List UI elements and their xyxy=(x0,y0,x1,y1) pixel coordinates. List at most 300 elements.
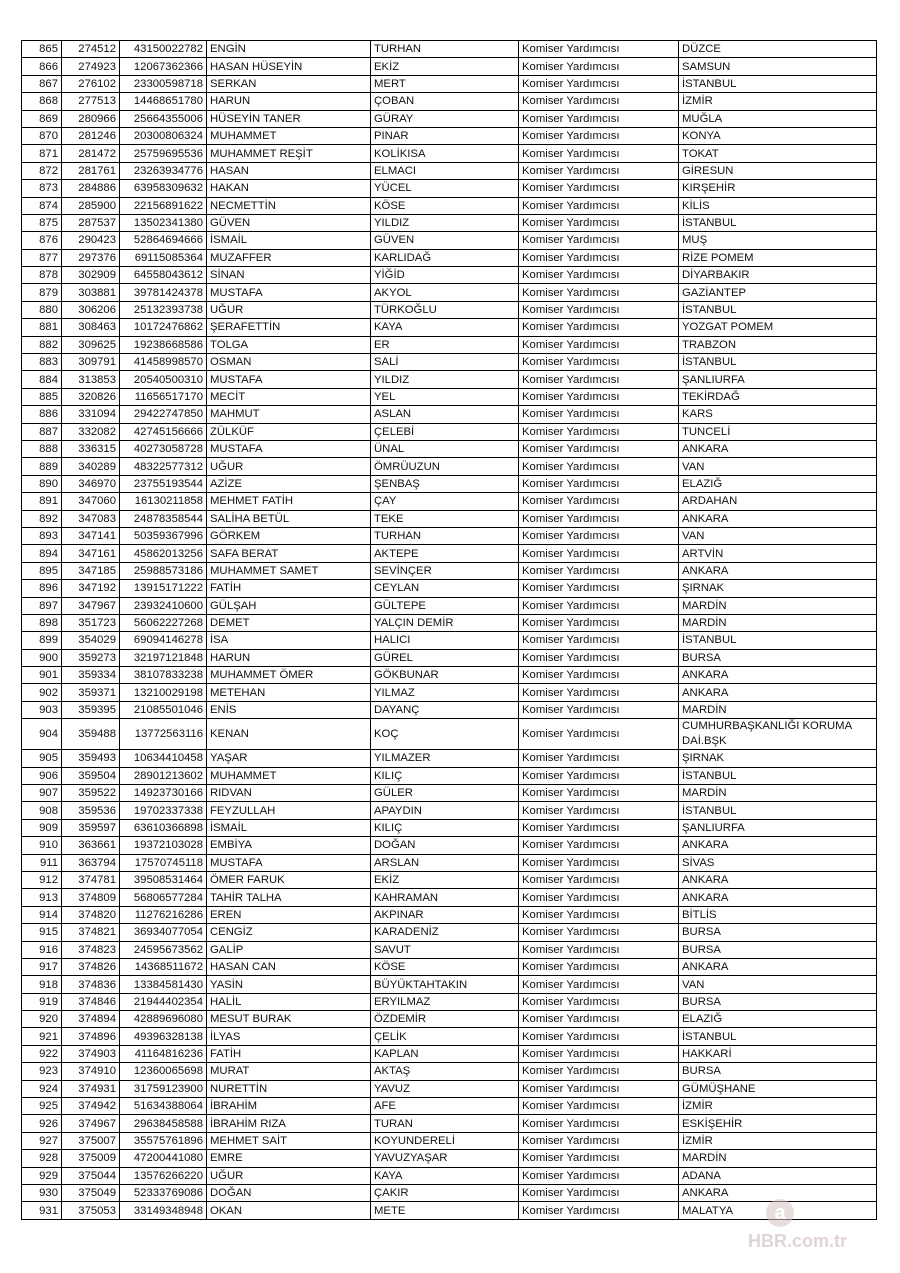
first-name-cell: İBRAHİM RIZA xyxy=(207,1115,371,1132)
row-number-cell: 897 xyxy=(22,597,62,614)
last-name-cell: YAVUZYAŞAR xyxy=(371,1150,519,1167)
city-cell: ANKARA xyxy=(679,440,877,457)
id-number-cell: 20540500310 xyxy=(120,371,207,388)
table-row xyxy=(22,110,877,127)
row-number-cell: 878 xyxy=(22,267,62,284)
rank-cell: Komiser Yardımcısı xyxy=(519,906,679,923)
row-number-cell: 908 xyxy=(22,802,62,819)
rank-cell: Komiser Yardımcısı xyxy=(519,267,679,284)
row-number-cell: 891 xyxy=(22,493,62,510)
row-number-cell: 889 xyxy=(22,458,62,475)
city-cell: TOKAT xyxy=(679,145,877,162)
last-name-cell: YÜCEL xyxy=(371,180,519,197)
first-name-cell: OKAN xyxy=(207,1202,371,1219)
id-number-cell: 20300806324 xyxy=(120,127,207,144)
last-name-cell: GÜREL xyxy=(371,649,519,666)
id-number-cell: 13915171222 xyxy=(120,580,207,597)
first-name-cell: OSMAN xyxy=(207,354,371,371)
row-number-cell: 911 xyxy=(22,854,62,871)
row-number-cell: 869 xyxy=(22,110,62,127)
last-name-cell: KÖSE xyxy=(371,197,519,214)
table-row xyxy=(22,1028,877,1045)
table-row xyxy=(22,767,877,784)
registry-number-cell: 280966 xyxy=(62,110,120,127)
rank-cell: Komiser Yardımcısı xyxy=(519,371,679,388)
city-cell: ANKARA xyxy=(679,1185,877,1202)
rank-cell: Komiser Yardımcısı xyxy=(519,41,679,58)
id-number-cell: 25988573186 xyxy=(120,562,207,579)
id-number-cell: 21085501046 xyxy=(120,701,207,718)
row-number-cell: 916 xyxy=(22,941,62,958)
last-name-cell: EKİZ xyxy=(371,871,519,888)
document-page xyxy=(21,40,876,1220)
last-name-cell: DOĞAN xyxy=(371,837,519,854)
id-number-cell: 41164816236 xyxy=(120,1045,207,1062)
id-number-cell: 16130211858 xyxy=(120,493,207,510)
registry-number-cell: 374910 xyxy=(62,1063,120,1080)
id-number-cell: 52864694666 xyxy=(120,232,207,249)
rank-cell: Komiser Yardımcısı xyxy=(519,1132,679,1149)
city-cell: ANKARA xyxy=(679,837,877,854)
id-number-cell: 28901213602 xyxy=(120,767,207,784)
id-number-cell: 23263934776 xyxy=(120,162,207,179)
first-name-cell: İSMAİL xyxy=(207,232,371,249)
row-number-cell: 867 xyxy=(22,75,62,92)
table-row xyxy=(22,667,877,684)
first-name-cell: HÜSEYİN TANER xyxy=(207,110,371,127)
registry-number-cell: 359371 xyxy=(62,684,120,701)
rank-cell: Komiser Yardımcısı xyxy=(519,354,679,371)
row-number-cell: 927 xyxy=(22,1132,62,1149)
registry-number-cell: 354029 xyxy=(62,632,120,649)
table-row xyxy=(22,1115,877,1132)
registry-number-cell: 359273 xyxy=(62,649,120,666)
registry-number-cell: 359395 xyxy=(62,701,120,718)
first-name-cell: MUSTAFA xyxy=(207,854,371,871)
row-number-cell: 890 xyxy=(22,475,62,492)
rank-cell: Komiser Yardımcısı xyxy=(519,802,679,819)
first-name-cell: NECMETTİN xyxy=(207,197,371,214)
last-name-cell: YILDIZ xyxy=(371,371,519,388)
first-name-cell: TAHİR TALHA xyxy=(207,889,371,906)
id-number-cell: 10634410458 xyxy=(120,750,207,767)
last-name-cell: KAHRAMAN xyxy=(371,889,519,906)
last-name-cell: KARADENİZ xyxy=(371,924,519,941)
city-cell: İSTANBUL xyxy=(679,301,877,318)
rank-cell: Komiser Yardımcısı xyxy=(519,1028,679,1045)
rank-cell: Komiser Yardımcısı xyxy=(519,1098,679,1115)
row-number-cell: 875 xyxy=(22,214,62,231)
first-name-cell: MUHAMMET xyxy=(207,127,371,144)
city-cell: ANKARA xyxy=(679,871,877,888)
table-row xyxy=(22,1132,877,1149)
id-number-cell: 14368511672 xyxy=(120,958,207,975)
last-name-cell: ERYILMAZ xyxy=(371,993,519,1010)
rank-cell: Komiser Yardımcısı xyxy=(519,301,679,318)
row-number-cell: 902 xyxy=(22,684,62,701)
last-name-cell: GÖKBUNAR xyxy=(371,667,519,684)
last-name-cell: GÜLTEPE xyxy=(371,597,519,614)
last-name-cell: ÇELİK xyxy=(371,1028,519,1045)
id-number-cell: 22156891622 xyxy=(120,197,207,214)
first-name-cell: HARUN xyxy=(207,93,371,110)
city-cell: ŞANLIURFA xyxy=(679,819,877,836)
first-name-cell: İSMAİL xyxy=(207,819,371,836)
row-number-cell: 901 xyxy=(22,667,62,684)
rank-cell: Komiser Yardımcısı xyxy=(519,993,679,1010)
city-cell: GÜMÜŞHANE xyxy=(679,1080,877,1097)
city-cell: ARTVİN xyxy=(679,545,877,562)
id-number-cell: 11656517170 xyxy=(120,388,207,405)
table-row xyxy=(22,336,877,353)
row-number-cell: 876 xyxy=(22,232,62,249)
rank-cell: Komiser Yardımcısı xyxy=(519,388,679,405)
city-cell: BURSA xyxy=(679,993,877,1010)
registry-number-cell: 359522 xyxy=(62,785,120,802)
first-name-cell: HASAN xyxy=(207,162,371,179)
city-cell: CUMHURBAŞKANLIĞI KORUMA DAİ.BŞK xyxy=(679,719,877,750)
row-number-cell: 881 xyxy=(22,319,62,336)
first-name-cell: ZÜLKÜF xyxy=(207,423,371,440)
table-row xyxy=(22,701,877,718)
watermark-text: HBR.com.tr xyxy=(748,1231,848,1251)
registry-number-cell: 375009 xyxy=(62,1150,120,1167)
table-row xyxy=(22,580,877,597)
city-cell: MARDİN xyxy=(679,701,877,718)
last-name-cell: AKYOL xyxy=(371,284,519,301)
id-number-cell: 33149348948 xyxy=(120,1202,207,1219)
registry-number-cell: 302909 xyxy=(62,267,120,284)
table-row xyxy=(22,819,877,836)
city-cell: TUNCELİ xyxy=(679,423,877,440)
city-cell: SİVAS xyxy=(679,854,877,871)
last-name-cell: GÜLER xyxy=(371,785,519,802)
registry-number-cell: 276102 xyxy=(62,75,120,92)
id-number-cell: 12360065698 xyxy=(120,1063,207,1080)
last-name-cell: KOYUNDERELİ xyxy=(371,1132,519,1149)
registry-number-cell: 285900 xyxy=(62,197,120,214)
first-name-cell: KENAN xyxy=(207,719,371,750)
first-name-cell: ÖMER FARUK xyxy=(207,871,371,888)
table-row xyxy=(22,249,877,266)
rank-cell: Komiser Yardımcısı xyxy=(519,440,679,457)
first-name-cell: MUSTAFA xyxy=(207,371,371,388)
city-cell: ELAZIĞ xyxy=(679,475,877,492)
table-row xyxy=(22,75,877,92)
row-number-cell: 871 xyxy=(22,145,62,162)
last-name-cell: KAPLAN xyxy=(371,1045,519,1062)
row-number-cell: 910 xyxy=(22,837,62,854)
registry-number-cell: 347967 xyxy=(62,597,120,614)
table-row xyxy=(22,232,877,249)
row-number-cell: 905 xyxy=(22,750,62,767)
row-number-cell: 917 xyxy=(22,958,62,975)
last-name-cell: KOÇ xyxy=(371,719,519,750)
first-name-cell: MECİT xyxy=(207,388,371,405)
id-number-cell: 12067362366 xyxy=(120,58,207,75)
rank-cell: Komiser Yardımcısı xyxy=(519,941,679,958)
registry-number-cell: 306206 xyxy=(62,301,120,318)
rank-cell: Komiser Yardımcısı xyxy=(519,406,679,423)
hbr-watermark-logo xyxy=(742,1195,882,1255)
last-name-cell: YILDIZ xyxy=(371,214,519,231)
first-name-cell: İLYAS xyxy=(207,1028,371,1045)
registry-number-cell: 374846 xyxy=(62,993,120,1010)
city-cell: RİZE POMEM xyxy=(679,249,877,266)
table-row xyxy=(22,837,877,854)
rank-cell: Komiser Yardımcısı xyxy=(519,58,679,75)
rank-cell: Komiser Yardımcısı xyxy=(519,750,679,767)
last-name-cell: ÇAY xyxy=(371,493,519,510)
table-row xyxy=(22,93,877,110)
last-name-cell: TURHAN xyxy=(371,527,519,544)
first-name-cell: MUSTAFA xyxy=(207,284,371,301)
row-number-cell: 929 xyxy=(22,1167,62,1184)
id-number-cell: 25664355006 xyxy=(120,110,207,127)
row-number-cell: 909 xyxy=(22,819,62,836)
first-name-cell: MEHMET FATİH xyxy=(207,493,371,510)
city-cell: KİLİS xyxy=(679,197,877,214)
last-name-cell: YILMAZER xyxy=(371,750,519,767)
city-cell: İSTANBUL xyxy=(679,632,877,649)
table-row xyxy=(22,510,877,527)
table-row xyxy=(22,597,877,614)
table-row xyxy=(22,906,877,923)
registry-number-cell: 347141 xyxy=(62,527,120,544)
table-row xyxy=(22,388,877,405)
registry-number-cell: 309625 xyxy=(62,336,120,353)
registry-number-cell: 375049 xyxy=(62,1185,120,1202)
first-name-cell: METEHAN xyxy=(207,684,371,701)
row-number-cell: 887 xyxy=(22,423,62,440)
first-name-cell: UĞUR xyxy=(207,1167,371,1184)
row-number-cell: 884 xyxy=(22,371,62,388)
table-row xyxy=(22,371,877,388)
row-number-cell: 870 xyxy=(22,127,62,144)
registry-number-cell: 347185 xyxy=(62,562,120,579)
row-number-cell: 866 xyxy=(22,58,62,75)
table-row xyxy=(22,1080,877,1097)
row-number-cell: 904 xyxy=(22,719,62,750)
table-row xyxy=(22,750,877,767)
row-number-cell: 912 xyxy=(22,871,62,888)
city-cell: MARDİN xyxy=(679,1150,877,1167)
rank-cell: Komiser Yardımcısı xyxy=(519,127,679,144)
table-row xyxy=(22,1167,877,1184)
registry-number-cell: 336315 xyxy=(62,440,120,457)
first-name-cell: HARUN xyxy=(207,649,371,666)
row-number-cell: 914 xyxy=(22,906,62,923)
city-cell: ESKİŞEHİR xyxy=(679,1115,877,1132)
first-name-cell: DEMET xyxy=(207,614,371,631)
id-number-cell: 36934077054 xyxy=(120,924,207,941)
table-row xyxy=(22,162,877,179)
last-name-cell: PINAR xyxy=(371,127,519,144)
table-row xyxy=(22,614,877,631)
city-cell: MUĞLA xyxy=(679,110,877,127)
row-number-cell: 925 xyxy=(22,1098,62,1115)
rank-cell: Komiser Yardımcısı xyxy=(519,667,679,684)
registry-number-cell: 313853 xyxy=(62,371,120,388)
last-name-cell: YAVUZ xyxy=(371,1080,519,1097)
rank-cell: Komiser Yardımcısı xyxy=(519,871,679,888)
last-name-cell: APAYDIN xyxy=(371,802,519,819)
registry-number-cell: 359488 xyxy=(62,719,120,750)
registry-number-cell: 375007 xyxy=(62,1132,120,1149)
first-name-cell: MEHMET SAİT xyxy=(207,1132,371,1149)
first-name-cell: CENGİZ xyxy=(207,924,371,941)
rank-cell: Komiser Yardımcısı xyxy=(519,110,679,127)
rank-cell: Komiser Yardımcısı xyxy=(519,701,679,718)
id-number-cell: 13210029198 xyxy=(120,684,207,701)
last-name-cell: SEVİNÇER xyxy=(371,562,519,579)
city-cell: KARS xyxy=(679,406,877,423)
table-row xyxy=(22,458,877,475)
first-name-cell: HALİL xyxy=(207,993,371,1010)
city-cell: İSTANBUL xyxy=(679,802,877,819)
id-number-cell: 40273058728 xyxy=(120,440,207,457)
city-cell: İSTANBUL xyxy=(679,354,877,371)
city-cell: BURSA xyxy=(679,941,877,958)
city-cell: ŞIRNAK xyxy=(679,750,877,767)
city-cell: ANKARA xyxy=(679,684,877,701)
registry-number-cell: 340289 xyxy=(62,458,120,475)
city-cell: VAN xyxy=(679,527,877,544)
table-row xyxy=(22,562,877,579)
last-name-cell: SALİ xyxy=(371,354,519,371)
last-name-cell: CEYLAN xyxy=(371,580,519,597)
city-cell: İSTANBUL xyxy=(679,1028,877,1045)
rank-cell: Komiser Yardımcısı xyxy=(519,562,679,579)
id-number-cell: 48322577312 xyxy=(120,458,207,475)
city-cell: TEKİRDAĞ xyxy=(679,388,877,405)
rank-cell: Komiser Yardımcısı xyxy=(519,854,679,871)
last-name-cell: AKTAŞ xyxy=(371,1063,519,1080)
city-cell: ŞANLIURFA xyxy=(679,371,877,388)
id-number-cell: 13384581430 xyxy=(120,976,207,993)
table-row xyxy=(22,802,877,819)
rank-cell: Komiser Yardımcısı xyxy=(519,719,679,750)
rank-cell: Komiser Yardımcısı xyxy=(519,1080,679,1097)
first-name-cell: MUSTAFA xyxy=(207,440,371,457)
registry-number-cell: 374896 xyxy=(62,1028,120,1045)
city-cell: HAKKARİ xyxy=(679,1045,877,1062)
registry-number-cell: 351723 xyxy=(62,614,120,631)
first-name-cell: SİNAN xyxy=(207,267,371,284)
rank-cell: Komiser Yardımcısı xyxy=(519,1115,679,1132)
registry-number-cell: 281246 xyxy=(62,127,120,144)
table-row xyxy=(22,632,877,649)
id-number-cell: 10172476862 xyxy=(120,319,207,336)
id-number-cell: 32197121848 xyxy=(120,649,207,666)
first-name-cell: TOLGA xyxy=(207,336,371,353)
city-cell: ŞIRNAK xyxy=(679,580,877,597)
last-name-cell: GÜRAY xyxy=(371,110,519,127)
last-name-cell: KARLIDAĞ xyxy=(371,249,519,266)
id-number-cell: 23300598718 xyxy=(120,75,207,92)
city-cell: YOZGAT POMEM xyxy=(679,319,877,336)
city-cell: İSTANBUL xyxy=(679,767,877,784)
row-number-cell: 913 xyxy=(22,889,62,906)
table-row xyxy=(22,41,877,58)
city-cell: BURSA xyxy=(679,649,877,666)
registry-number-cell: 359334 xyxy=(62,667,120,684)
registry-number-cell: 347060 xyxy=(62,493,120,510)
table-row xyxy=(22,301,877,318)
first-name-cell: SAFA BERAT xyxy=(207,545,371,562)
registry-number-cell: 359504 xyxy=(62,767,120,784)
rank-cell: Komiser Yardımcısı xyxy=(519,510,679,527)
first-name-cell: HASAN HÜSEYİN xyxy=(207,58,371,75)
city-cell: İSTANBUL xyxy=(679,75,877,92)
rank-cell: Komiser Yardımcısı xyxy=(519,145,679,162)
table-row xyxy=(22,145,877,162)
last-name-cell: ASLAN xyxy=(371,406,519,423)
registry-number-cell: 374894 xyxy=(62,1011,120,1028)
first-name-cell: GÜLŞAH xyxy=(207,597,371,614)
rank-cell: Komiser Yardımcısı xyxy=(519,1150,679,1167)
id-number-cell: 24878358544 xyxy=(120,510,207,527)
table-row xyxy=(22,58,877,75)
row-number-cell: 930 xyxy=(22,1185,62,1202)
first-name-cell: MUZAFFER xyxy=(207,249,371,266)
row-number-cell: 895 xyxy=(22,562,62,579)
id-number-cell: 29422747850 xyxy=(120,406,207,423)
id-number-cell: 14923730166 xyxy=(120,785,207,802)
row-number-cell: 880 xyxy=(22,301,62,318)
first-name-cell: UĞUR xyxy=(207,301,371,318)
rank-cell: Komiser Yardımcısı xyxy=(519,785,679,802)
last-name-cell: KILIÇ xyxy=(371,819,519,836)
first-name-cell: DOĞAN xyxy=(207,1185,371,1202)
registry-number-cell: 359536 xyxy=(62,802,120,819)
last-name-cell: EKİZ xyxy=(371,58,519,75)
id-number-cell: 11276216286 xyxy=(120,906,207,923)
first-name-cell: MUHAMMET SAMET xyxy=(207,562,371,579)
table-row xyxy=(22,684,877,701)
rank-cell: Komiser Yardımcısı xyxy=(519,1045,679,1062)
table-row xyxy=(22,719,877,750)
first-name-cell: FEYZULLAH xyxy=(207,802,371,819)
city-cell: GİRESUN xyxy=(679,162,877,179)
last-name-cell: ELMACI xyxy=(371,162,519,179)
city-cell: ELAZIĞ xyxy=(679,1011,877,1028)
last-name-cell: MERT xyxy=(371,75,519,92)
rank-cell: Komiser Yardımcısı xyxy=(519,545,679,562)
city-cell: KIRŞEHİR xyxy=(679,180,877,197)
rank-cell: Komiser Yardımcısı xyxy=(519,180,679,197)
table-row xyxy=(22,319,877,336)
registry-number-cell: 284886 xyxy=(62,180,120,197)
registry-number-cell: 374820 xyxy=(62,906,120,923)
first-name-cell: EMBİYA xyxy=(207,837,371,854)
first-name-cell: FATİH xyxy=(207,580,371,597)
row-number-cell: 874 xyxy=(22,197,62,214)
table-row xyxy=(22,1011,877,1028)
first-name-cell: İBRAHİM xyxy=(207,1098,371,1115)
registry-number-cell: 303881 xyxy=(62,284,120,301)
city-cell: DİYARBAKIR xyxy=(679,267,877,284)
last-name-cell: AFE xyxy=(371,1098,519,1115)
row-number-cell: 906 xyxy=(22,767,62,784)
first-name-cell: MUHAMMET xyxy=(207,767,371,784)
rank-cell: Komiser Yardımcısı xyxy=(519,649,679,666)
table-row xyxy=(22,423,877,440)
id-number-cell: 63610366898 xyxy=(120,819,207,836)
row-number-cell: 931 xyxy=(22,1202,62,1219)
first-name-cell: GÖRKEM xyxy=(207,527,371,544)
city-cell: MUŞ xyxy=(679,232,877,249)
